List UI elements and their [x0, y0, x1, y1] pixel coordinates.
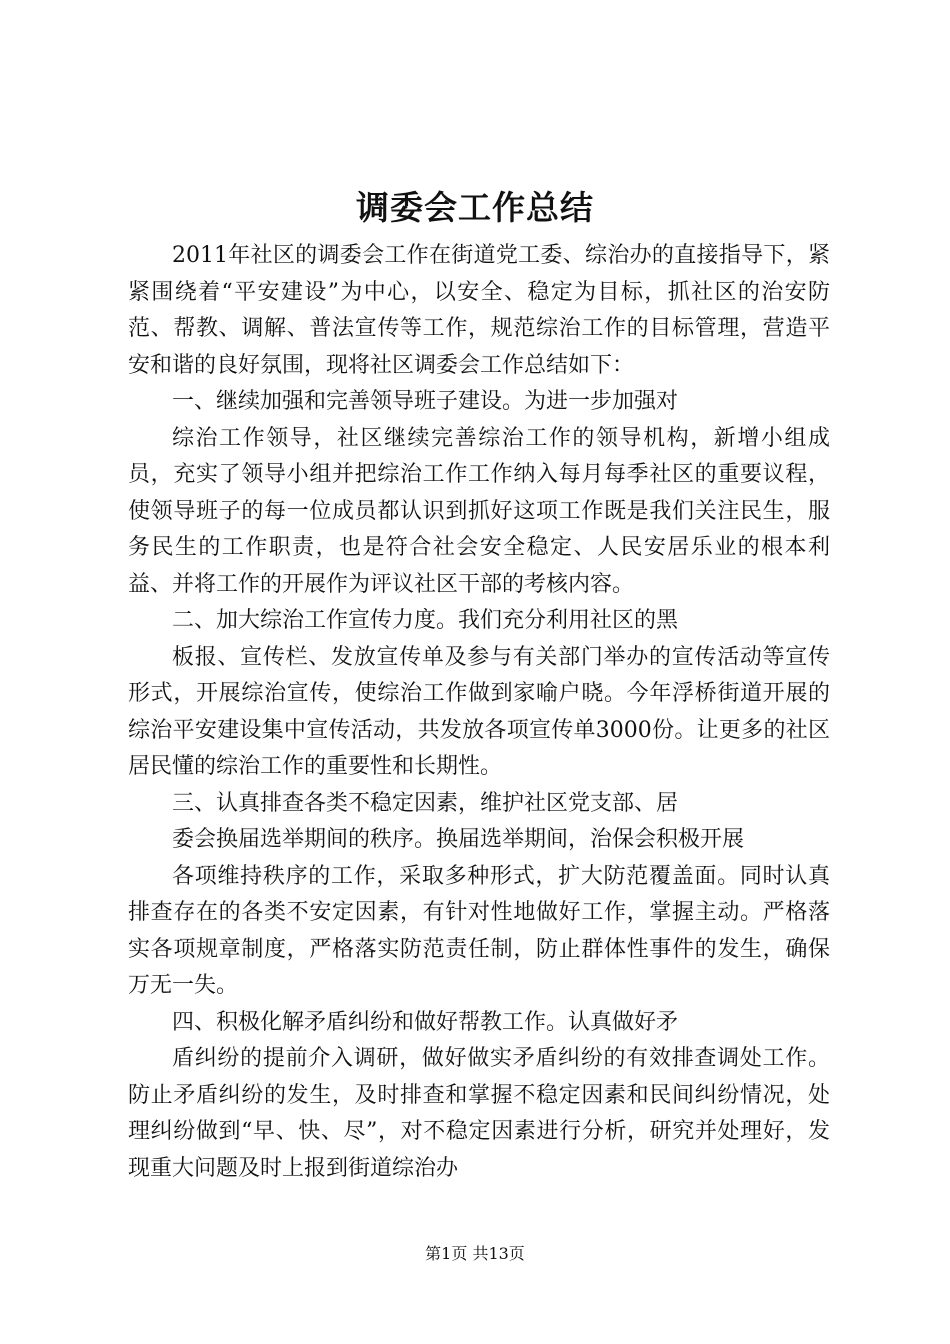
- paragraph-section-3-heading: 三、认真排查各类不稳定因素，维护社区党支部、居: [172, 790, 679, 816]
- paragraph-section-3-continuation: 委会换届选举期间的秩序。换届选举期间，治保会积极开展: [172, 827, 745, 852]
- paragraph-section-4-heading: 四、积极化解矛盾纠纷和做好帮教工作。认真做好矛: [172, 1009, 679, 1035]
- paragraph-section-3-body: 各项维持秩序的工作，采取多种形式，扩大防范覆盖面。同时认真排查存在的各类不安定因素，有针对性地做好工作，掌握主动。严格落实各项规章制度，严格落实防范责任制，防止群体性事件的发生，确保万无一失。: [128, 863, 830, 998]
- paragraph-section-1-body: 综治工作领导，社区继续完善综治工作的领导机构，新增小组成员，充实了领导小组并把综治工作工作纳入每月每季社区的重要议程，使领导班子的每一位成员都认识到抓好这项工作既是我们关注民生，服务民生的工作职责，也是符合社会安全稳定、人民安居乐业的根本利益、并将工作的开展作为评议社区干部的考核内容。: [128, 425, 830, 597]
- page-number-footer: 第1页 共13页: [425, 1244, 525, 1263]
- document-body: [128, 238, 830, 1187]
- paragraph-section-2-body: 板报、宣传栏、发放宣传单及参与有关部门举办的宣传活动等宣传形式，开展综治宣传，使综治工作做到家喻户晓。今年浮桥街道开展的综治平安建设集中宣传活动，共发放各项宣传单3000份。让更多的社区居民懂的综治工作的重要性和长期性。: [128, 644, 830, 779]
- paragraph-section-1-heading: 一、继续加强和完善领导班子建设。为进一步加强对: [172, 389, 679, 414]
- document-title: 调委会工作总结: [356, 188, 594, 227]
- paragraph-section-4-body: 盾纠纷的提前介入调研，做好做实矛盾纠纷的有效排查调处工作。防止矛盾纠纷的发生，及时排查和掌握不稳定因素和民间纠纷情况，处理纠纷做到“早、快、尽”，对不稳定因素进行分析，研究并处理好，发现重大问题及时上报到街道综治办: [128, 1046, 830, 1181]
- paragraph-section-2-heading: 二、加大综治工作宣传力度。我们充分利用社区的黑: [172, 608, 679, 633]
- paragraph-intro: 2011年社区的调委会工作在街道党工委、综治办的直接指导下，紧紧围绕着“平安建设”为中心，以安全、稳定为目标，抓社区的治安防范、帮教、调解、普法宣传等工作，规范综治工作的目标管理，营造平安和谐的良好氛围，现将社区调委会工作总结如下：: [128, 243, 830, 378]
